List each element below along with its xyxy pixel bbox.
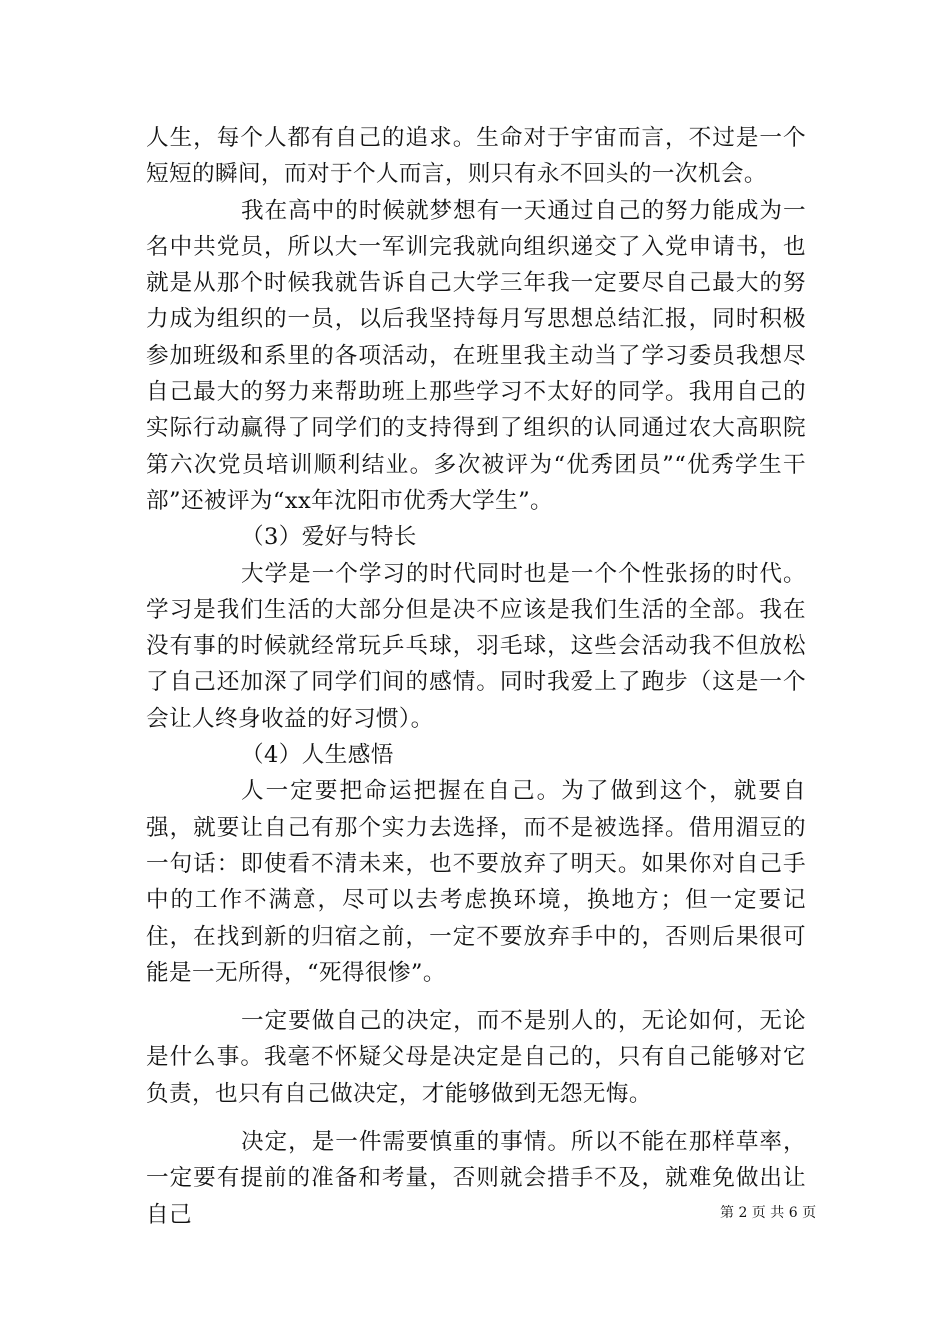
document-body bbox=[146, 120, 806, 1233]
paragraph-intro: 人生，每个人都有自己的追求。生命对于宇宙而言，不过是一个短短的瞬间，而对于个人而言，则只有永不回头的一次机会。 bbox=[146, 125, 806, 188]
paragraph-party-membership: 我在高中的时候就梦想有一天通过自己的努力能成为一名中共党员，所以大一军训完我就向组织递交了入党申请书，也就是从那个时候我就告诉自己大学三年我一定要尽自己最大的努力成为组织的一员，以后我坚持每月写思想总结汇报，同时积极参加班级和系里的各项活动，在班里我主动当了学习委员我想尽自己最大的努力来帮助班上那些学习不太好的同学。我用自己的实际行动赢得了同学们的支持得到了组织的认同通过农大高职院第六次党员培训顺利结业。多次被评为“优秀团员”“优秀学生干部”还被评为“xx年沈阳市优秀大学生”。 bbox=[146, 197, 806, 514]
page-number-footer: 第 2 页 共 6 页 bbox=[720, 1205, 817, 1221]
section-heading-hobbies: （3）爱好与特长 bbox=[241, 524, 417, 551]
paragraph-own-decisions: 一定要做自己的决定，而不是别人的，无论如何，无论是什么事。我毫不怀疑父母是决定是自己的，只有自己能够对它负责，也只有自己做决定，才能够做到无怨无悔。 bbox=[146, 1008, 806, 1107]
section-heading-life-insights: （4）人生感悟 bbox=[241, 742, 394, 769]
paragraph-hobbies: 大学是一个学习的时代同时也是一个个性张扬的时代。学习是我们生活的大部分但是决不应该是我们生活的全部。我在没有事的时候就经常玩乒乓球，羽毛球，这些会活动我不但放松了自己还加深了同学们间的感情。同时我爱上了跑步（这是一个会让人终身收益的好习惯）。 bbox=[146, 560, 806, 732]
paragraph-careful-decisions: 决定，是一件需要慎重的事情。所以不能在那样草率，一定要有提前的准备和考量，否则就会措手不及，就难免做出让自己 bbox=[146, 1129, 806, 1228]
paragraph-destiny: 人一定要把命运把握在自己。为了做到这个，就要自强，就要让自己有那个实力去选择，而不是被选择。借用湄豆的一句话：即使看不清未来，也不要放弃了明天。如果你对自己手中的工作不满意，尽可以去考虑换环境，换地方；但一定要记住，在找到新的归宿之前，一定不要放弃手中的，否则后果很可能是一无所得，“死得很惨”。 bbox=[146, 778, 806, 986]
